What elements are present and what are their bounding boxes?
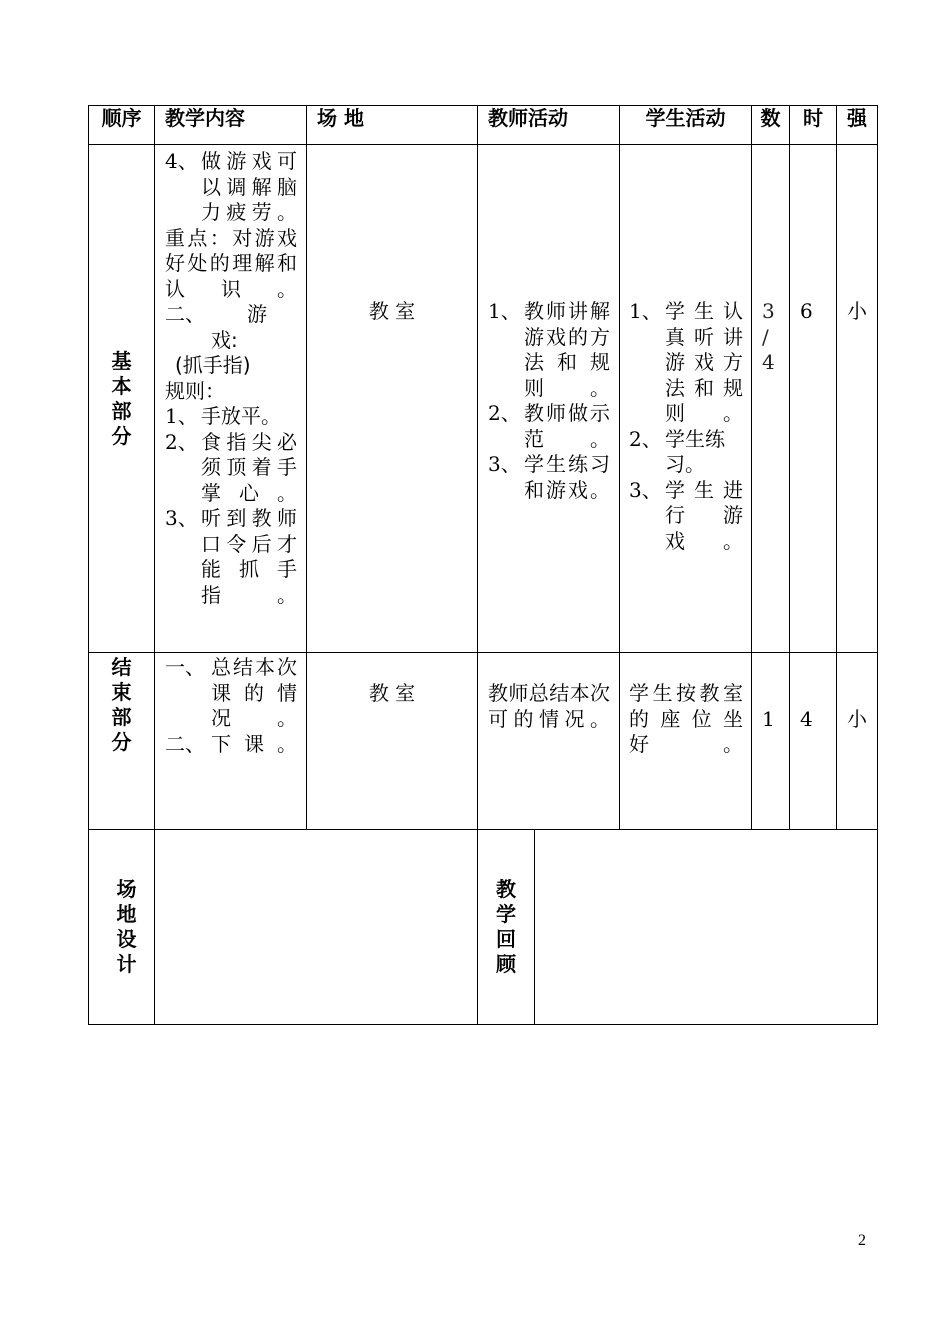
list-item: 1、 教师讲解游戏的方法和规则。 [488,299,610,400]
focus-text: 重点：对游戏好处的理解和认识。 [165,225,297,301]
list-item: 3、 学生进行游戏。 [629,477,743,553]
basic-content-cell: 4、 做游戏可以调解脑力疲劳。 重点：对游戏好处的理解和认识。 二、 游 戏: (抓手指) 规则： 1、 手放平。 2、 食指尖必须顶着手掌心。 3、 听到教师口令后才能抓手指。 [155,145,307,653]
ending-venue-cell: 教 室 [307,653,478,830]
basic-venue-cell: 教 室 [307,145,478,653]
page-number: 2 [858,1232,866,1249]
basic-count-cell: 3 / 4 [752,145,790,653]
ending-count-cell: 1 [752,653,790,830]
footer-row [89,830,878,1025]
table-header-row [89,106,878,145]
lesson-plan-table [88,105,878,1025]
rules-label: 规则： [165,378,225,403]
ending-student-cell: 学生按教室的座位坐好。 [620,653,752,830]
basic-teacher-cell [478,145,620,653]
venue-design-area [155,830,478,1025]
game-name: (抓手指) [175,353,251,377]
ending-intensity-cell: 小 [837,653,878,830]
basic-intensity-cell: 小 [837,145,878,653]
basic-time-cell: 6 [790,145,837,653]
list-item: 1、 手放平。 [165,404,281,428]
list-item: 3、 学生练习和游戏。 [488,452,610,502]
teaching-review-area [535,830,878,1025]
header-student-activity: 学生活动 [620,106,752,145]
list-item: 2、 学生练习。 [629,426,725,476]
basic-section-row [89,145,878,653]
ending-content-cell [155,653,307,830]
list-item: 1、 学生认真听讲游戏方法和规则。 [629,299,743,425]
basic-section-label: 基 本 部 分 [89,145,155,653]
list-item: 二、 下课。 [165,731,297,756]
list-item: 4、 做游戏可以调解脑力疲劳。 [165,149,297,224]
ending-teacher-cell: 教师总结本次可的情况。 [478,653,620,830]
list-item: 3、 听到教师口令后才能抓手指。 [165,506,297,607]
list-item: 一、 总结本次课的情况。 [165,655,297,730]
header-teacher-activity: 教师活动 [478,106,620,145]
ending-section-row [89,653,878,830]
header-order: 顺序 [89,106,155,145]
header-time: 时 [790,106,837,145]
list-item: 二、 游 [165,302,267,326]
header-content: 教学内容 [155,106,307,145]
ending-time-cell: 4 [790,653,837,830]
basic-student-cell [620,145,752,653]
ending-section-label: 结 束 部 分 [89,653,155,830]
header-intensity: 强 [837,106,878,145]
teaching-review-label: 教 学 回 顾 [478,830,535,1025]
venue-design-label: 场 地 设 计 [89,830,155,1025]
list-item: 2、 教师做示范。 [488,401,610,451]
header-count: 数 [752,106,790,145]
list-item: 2、 食指尖必须顶着手掌心。 [165,429,297,505]
header-venue: 场 地 [307,106,478,145]
